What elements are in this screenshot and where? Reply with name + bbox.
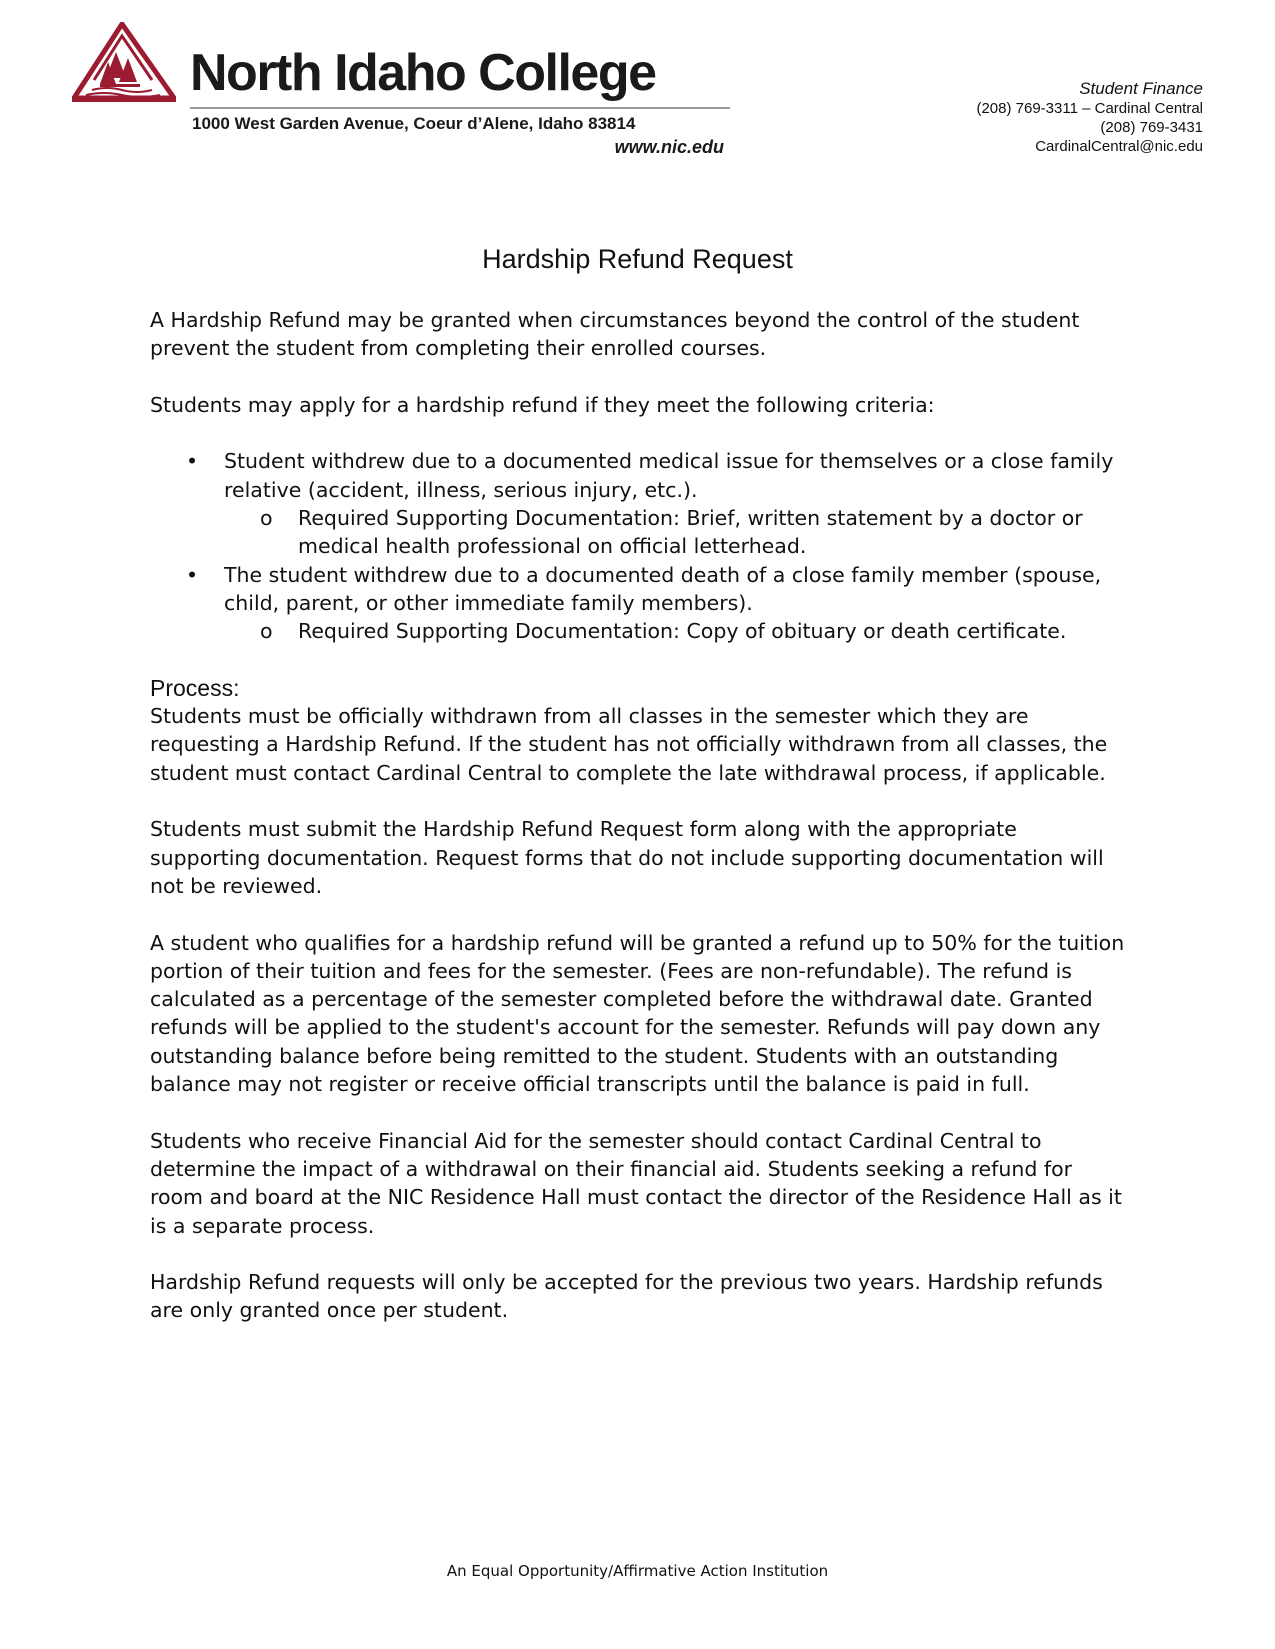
letterhead-divider <box>190 107 730 109</box>
mountain-tree-logo-icon <box>72 22 176 106</box>
circle-bullet-icon: o <box>260 506 273 531</box>
process-heading: Process: <box>150 674 240 701</box>
document-title: Hardship Refund Request <box>482 244 793 274</box>
college-name: North Idaho College <box>190 44 656 102</box>
footer-statement: An Equal Opportunity/Affirmative Action Institution <box>446 1562 829 1580</box>
contact-block <box>976 78 1203 156</box>
documentation-list <box>224 617 1130 645</box>
criteria-text: The student withdrew due to a documented death of a close family member (spouse, child, parent, or other immediate family members). <box>224 562 1102 615</box>
intro-paragraph: A Hardship Refund may be granted when circumstances beyond the control of the student prevent the student from completing their enrolled courses. <box>150 308 1080 361</box>
documentation-item <box>224 617 1130 645</box>
process-paragraph: A student who qualifies for a hardship refund will be granted a refund up to 50% for the tuition portion of their tuition and fees for the semester. (Fees are non-refundable). The refund is calculated as a percentage of the semester completed before the withdrawal date. Granted refunds will be applied to the student's account for the semester. Refunds will pay down any outstanding balance before being remitted to the student. Students with an outstanding balance may not register or receive official transcripts until the balance is paid in full. <box>150 930 1125 1097</box>
bullet-icon: • <box>186 562 199 587</box>
documentation-item <box>224 504 1130 561</box>
documentation-text: Required Supporting Documentation: Brief, written statement by a doctor or medical health professional on official letterhead. <box>298 506 1083 559</box>
phone-main: (208) 769-3311 – Cardinal Central <box>976 100 1203 117</box>
department-name: Student Finance <box>1079 79 1203 98</box>
bullet-icon: • <box>186 449 199 474</box>
documentation-list <box>224 504 1130 561</box>
letterhead-logo-block <box>72 22 732 162</box>
phone-alt: (208) 769-3431 <box>1100 119 1203 136</box>
process-paragraph: Hardship Refund requests will only be accepted for the previous two years. Hardship refunds are only granted once per student. <box>150 1270 1103 1323</box>
criteria-text: Student withdrew due to a documented medical issue for themselves or a close family relative (accident, illness, serious injury, etc.). <box>224 449 1114 502</box>
document-body <box>150 306 1130 1353</box>
criteria-list <box>150 447 1130 645</box>
college-address: 1000 West Garden Avenue, Coeur d’Alene, Idaho 83814 <box>192 114 636 133</box>
criteria-item <box>150 561 1130 646</box>
criteria-intro: Students may apply for a hardship refund if they meet the following criteria: <box>150 392 935 417</box>
process-paragraph: Students who receive Financial Aid for the semester should contact Cardinal Central to determine the impact of a withdrawal on their financial aid. Students seeking a refund for room and board at the NIC Residence Hall must contact the director of the Residence Hall as it is a separate process. <box>150 1128 1122 1238</box>
process-paragraph: Students must submit the Hardship Refund Request form along with the appropriate supporting documentation. Request forms that do not include supporting documentation will not be reviewed. <box>150 817 1104 898</box>
contact-email: CardinalCentral@nic.edu <box>1035 138 1203 155</box>
circle-bullet-icon: o <box>260 619 273 644</box>
college-website: www.nic.edu <box>614 137 724 157</box>
process-paragraph: Students must be officially withdrawn from all classes in the semester which they are requesting a Hardship Refund. If the student has not officially withdrawn from all classes, the student must contact Cardinal Central to complete the late withdrawal process, if applicable. <box>150 704 1108 785</box>
documentation-text: Required Supporting Documentation: Copy of obituary or death certificate. <box>298 619 1067 644</box>
criteria-item <box>150 447 1130 560</box>
